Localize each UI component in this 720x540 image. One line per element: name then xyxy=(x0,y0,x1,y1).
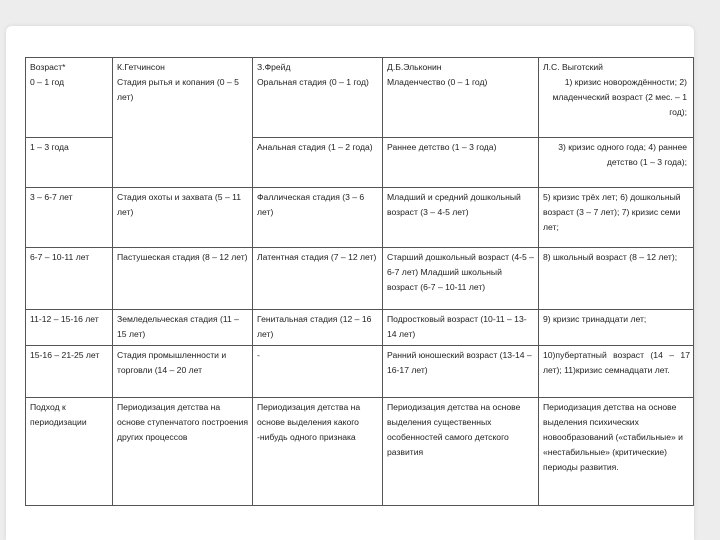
freud-cell: - xyxy=(253,346,383,398)
header-cell-age xyxy=(26,58,113,138)
getchinson-cell: Стадия охоты и захвата (5 – 11 лет) xyxy=(113,188,253,248)
header-vygotsky-label: Л.С. Выготский xyxy=(543,62,603,72)
approach-label-cell: Подход к периодизации xyxy=(26,398,113,506)
vygotsky-cell: 3) кризис одного года; 4) раннее детство (1 – 3 года); xyxy=(539,138,694,188)
periodization-table xyxy=(25,57,694,506)
getchinson-cell: Земледельческая стадия (11 – 15 лет) xyxy=(113,310,253,346)
age-cell: 1 – 3 года xyxy=(26,138,113,188)
table-row xyxy=(26,188,694,248)
table-row xyxy=(26,310,694,346)
elkonin-cell: Старший дошкольный возраст (4-5 – 6-7 лет) Младший школьный возраст (6-7 – 10-11 лет) xyxy=(383,248,539,310)
vygotsky-cell: Периодизация детства на основе выделения психических новообразований («стабильные» и «нестабильные» (критические) периоды развития. xyxy=(539,398,694,506)
getchinson-cell: Стадия рытья и копания (0 – 5 лет) xyxy=(117,77,239,102)
header-cell-freud xyxy=(253,58,383,138)
header-cell-vygotsky xyxy=(539,58,694,138)
age-cell: 11-12 – 15-16 лет xyxy=(26,310,113,346)
vygotsky-cell: 5) кризис трёх лет; 6) дошкольный возраст (3 – 7 лет); 7) кризис семи лет; xyxy=(539,188,694,248)
vygotsky-cell: 9) кризис тринадцати лет; xyxy=(539,310,694,346)
header-cell-elkonin xyxy=(383,58,539,138)
age-cell: 15-16 – 21-25 лет xyxy=(26,346,113,398)
vygotsky-cell: 10)пубертатный возраст (14 – 17 лет); 11)кризис семнадцати лет. xyxy=(539,346,694,398)
table-row xyxy=(26,398,694,506)
elkonin-cell: Раннее детство (1 – 3 года) xyxy=(383,138,539,188)
freud-cell: Фаллическая стадия (3 – 6 лет) xyxy=(253,188,383,248)
elkonin-cell: Младенчество (0 – 1 год) xyxy=(387,77,488,87)
age-cell: 0 – 1 год xyxy=(30,77,65,87)
elkonin-cell: Младший и средний дошкольный возраст (3 – 4-5 лет) xyxy=(383,188,539,248)
table-row xyxy=(26,248,694,310)
age-cell: 3 – 6-7 лет xyxy=(26,188,113,248)
header-age-label: Возраст* xyxy=(30,62,66,72)
freud-cell: Латентная стадия (7 – 12 лет) xyxy=(253,248,383,310)
age-cell: 6-7 – 10-11 лет xyxy=(26,248,113,310)
header-freud-label: З.Фрейд xyxy=(257,62,291,72)
header-getchinson-label: К.Гетчинсон xyxy=(117,62,165,72)
getchinson-cell: Стадия промышленности и торговли (14 – 20 лет xyxy=(113,346,253,398)
header-cell-getchinson xyxy=(113,58,253,188)
elkonin-cell: Периодизация детства на основе выделения существенных особенностей самого детского развития xyxy=(383,398,539,506)
vygotsky-cell: 1) кризис новорождённости; 2) младенческий возраст (2 мес. – 1 год); xyxy=(552,77,687,117)
getchinson-cell: Периодизация детства на основе ступенчатого построения других процессов xyxy=(113,398,253,506)
getchinson-cell: Пастушеская стадия (8 – 12 лет) xyxy=(113,248,253,310)
freud-cell: Анальная стадия (1 – 2 года) xyxy=(253,138,383,188)
freud-cell: Генитальная стадия (12 – 16 лет) xyxy=(253,310,383,346)
elkonin-cell: Подростковый возраст (10-11 – 13-14 лет) xyxy=(383,310,539,346)
vygotsky-cell: 8) школьный возраст (8 – 12 лет); xyxy=(539,248,694,310)
table-header-row xyxy=(26,58,694,138)
freud-cell: Периодизация детства на основе выделения какого -нибудь одного признака xyxy=(253,398,383,506)
header-elkonin-label: Д.Б.Эльконин xyxy=(387,62,442,72)
elkonin-cell: Ранний юношеский возраст (13-14 – 16-17 лет) xyxy=(383,346,539,398)
table-row xyxy=(26,346,694,398)
freud-cell: Оральная стадия (0 – 1 год) xyxy=(257,77,369,87)
